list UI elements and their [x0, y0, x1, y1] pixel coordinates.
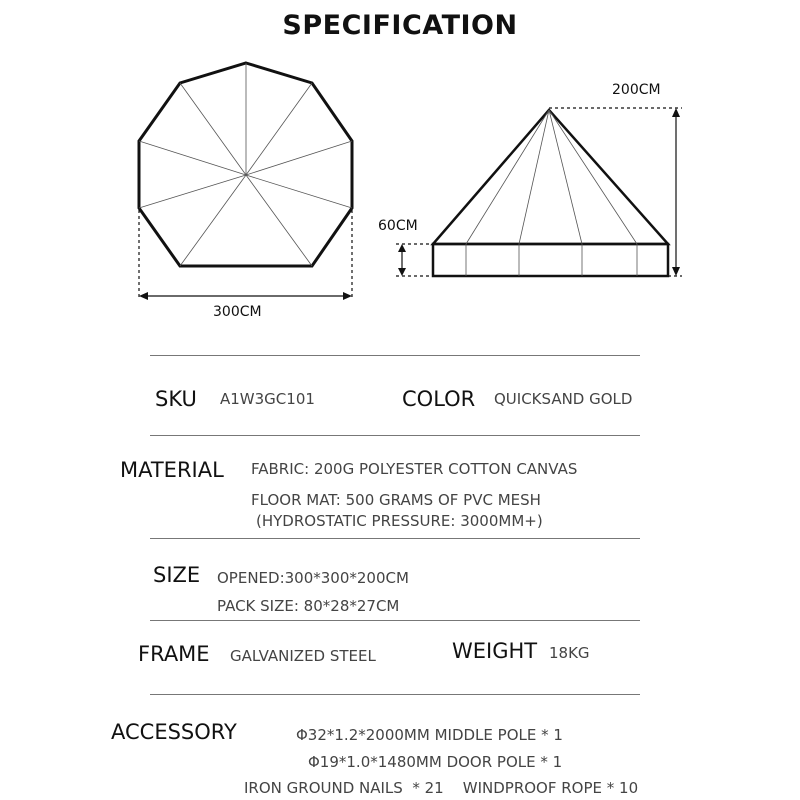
weight-label: WEIGHT: [452, 639, 538, 663]
side-view-tent: [433, 110, 668, 276]
material-line: FLOOR MAT: 500 GRAMS OF PVC MESH: [251, 491, 541, 509]
material-line: (HYDROSTATIC PRESSURE: 3000MM+): [256, 512, 543, 530]
wall-dimension: [396, 244, 433, 276]
tent-diagram: [0, 0, 800, 340]
page-title: SPECIFICATION: [282, 10, 518, 41]
sku-value: A1W3GC101: [220, 390, 315, 408]
divider: [150, 435, 640, 436]
frame-value: GALVANIZED STEEL: [230, 647, 376, 665]
height-label: 200CM: [612, 82, 661, 98]
accessory-label: ACCESSORY: [111, 720, 237, 744]
material-label: MATERIAL: [120, 458, 224, 482]
accessory-line: Φ32*1.2*2000MM MIDDLE POLE * 1: [296, 726, 563, 744]
material-line: FABRIC: 200G POLYESTER COTTON CANVAS: [251, 460, 578, 478]
size-line: PACK SIZE: 80*28*27CM: [217, 597, 400, 615]
divider: [150, 694, 640, 695]
divider: [150, 355, 640, 356]
frame-label: FRAME: [138, 642, 210, 666]
size-label: SIZE: [153, 563, 201, 587]
wall-height-label: 60CM: [378, 218, 418, 234]
top-view-decagon: [139, 63, 352, 266]
divider: [150, 620, 640, 621]
divider: [150, 538, 640, 539]
color-value: QUICKSAND GOLD: [494, 390, 633, 408]
width-label: 300CM: [213, 304, 262, 320]
sku-label: SKU: [155, 387, 197, 411]
size-line: OPENED:300*300*200CM: [217, 569, 409, 587]
color-label: COLOR: [402, 387, 476, 411]
weight-value: 18KG: [549, 644, 590, 662]
accessory-line: Φ19*1.0*1480MM DOOR POLE * 1: [308, 753, 563, 771]
accessory-line: IRON GROUND NAILS * 21 WINDPROOF ROPE * 10: [244, 779, 639, 797]
